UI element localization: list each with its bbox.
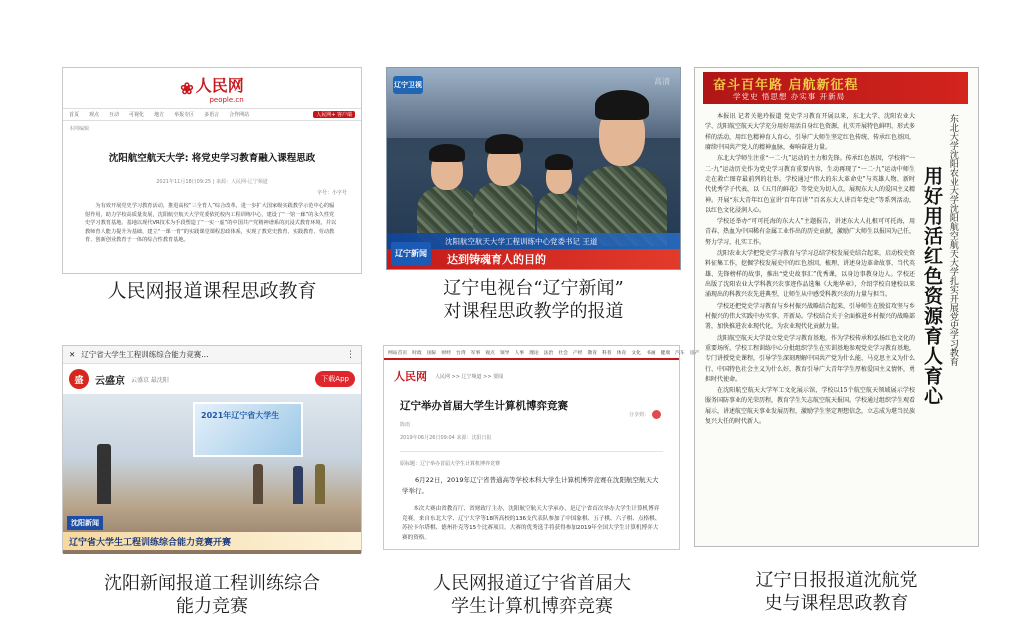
nav-item[interactable]: 体育 (616, 350, 627, 356)
program-tag: 辽宁新闻 (391, 242, 431, 265)
nav-item[interactable]: 科普 (602, 350, 612, 356)
shenyang-news-app-screenshot (62, 345, 362, 553)
nav-item[interactable]: 教育 (587, 350, 598, 356)
nav-item[interactable]: 文化 (631, 350, 641, 356)
nav-item[interactable]: 地方 (154, 112, 165, 118)
banner-main-text: 奋斗百年路 启航新征程 (713, 78, 859, 93)
nav-item[interactable]: 多语言 (204, 112, 220, 118)
nav-item[interactable]: 军事 (470, 350, 481, 356)
nav-item[interactable]: 法治 (543, 350, 554, 356)
logo-text: 人民网 (195, 75, 244, 95)
nav-item[interactable]: 台湾 (456, 350, 466, 356)
tv-news-screenshot (386, 67, 681, 270)
nav-item[interactable]: 人事 (514, 350, 525, 356)
caption-3-line-2: 史与课程思政教育 (764, 592, 909, 614)
paragraph: 沈阳航空航天大学设立党史学习教育基地，作为学校传承和弘扬红色文化的重要场所。学校工程训练中心分批组织学生在实训基地参观党史学习教育基地，专门讲授党史课程，引导学生深刻理解中国共产党为什么能、马克思主义为什么行、中国特色社会主义为什么好，教育引导广大青年学生厚植爱国主义情怀，勇担时代使命。 (705, 334, 916, 383)
breadcrumb: 本网编辑 (69, 126, 90, 132)
logo-subtext: people.cn (209, 95, 244, 104)
person-figure (97, 444, 111, 504)
peoples-daily-article-screenshot (62, 67, 362, 274)
hd-mark: 高清 (654, 77, 670, 86)
article-headline: 辽宁举办首届大学生计算机博弈竞赛 (400, 400, 568, 412)
paragraph: 学校还举办“可可托海的东大人”主题报告，讲述东大人扎根可可托海，用青春、热血为中国稀有金属工业作出的历史贡献，激励广大师生以报国为己任，努力学习、扎实工作。 (705, 218, 916, 246)
article-editor: 陈雨 (400, 422, 411, 428)
article-body: 本次大赛由省教育厅、省财政厅主办，沈阳航空航天大学承办，是辽宁省首次举办大学生计算机博弈竞赛。来自东北大学、辽宁大学等18所高校的136支代表队参加了中国象棋、五子棋、六子棋、点格棋、苏拉卡尔塔棋、德州扑克等15个比赛项目。大赛的优秀选手将获得参加2019年全国大学生计算机博弈大赛的资格。 (402, 506, 661, 541)
video-frame[interactable] (63, 394, 361, 554)
nav-item[interactable]: 理论 (529, 350, 539, 356)
font-size-control[interactable]: 字号：小字号 (316, 190, 347, 196)
window-title-bar (63, 346, 361, 364)
nav-item[interactable]: 财经 (441, 350, 452, 356)
app-bar (63, 364, 361, 394)
app-badge[interactable]: 人民网+ 客户端 (313, 111, 355, 118)
caption-5 (380, 573, 684, 618)
caption-3 (694, 570, 979, 615)
nav-item[interactable]: 书画 (645, 350, 656, 356)
article-headline: 沈阳航空航天大学: 将党史学习教育融入课程思政 (108, 153, 316, 164)
window-title: 辽宁省大学生工程训练综合能力竞赛... (81, 350, 209, 359)
caption-4 (60, 573, 364, 618)
breadcrumb[interactable]: 人民网 >> 辽宁频道 >> 要闻 (435, 373, 504, 380)
site-header (63, 68, 361, 108)
app-slogan: 云盛京 最沈阳 (131, 376, 169, 384)
student-figure (473, 126, 535, 236)
nav-item[interactable]: 国际 (426, 350, 437, 356)
nav-item[interactable]: 房产 (689, 350, 700, 356)
newspaper-banner (703, 72, 968, 104)
backdrop-text: 2021年辽宁省大学生 (201, 411, 280, 420)
newspaper-column (705, 112, 915, 542)
caption-4-line-2: 能力竞赛 (176, 595, 248, 617)
download-app-button[interactable]: 下载App (315, 371, 355, 387)
nav-item[interactable]: 互动 (109, 112, 120, 118)
site-nav (63, 108, 361, 121)
weibo-share-icon[interactable] (652, 410, 661, 419)
nav-item[interactable]: 举报专区 (174, 112, 195, 118)
news-program-bug: 沈阳新闻 (67, 516, 103, 530)
vertical-headline: 用好用活红色资源育人育心 (921, 166, 943, 406)
person-figure (315, 464, 325, 504)
caption-5-line-2: 学生计算机博弈竞赛 (451, 595, 613, 617)
peoples-daily-logo (180, 73, 243, 104)
newspaper-clipping (694, 67, 979, 547)
student-figure (537, 148, 581, 238)
channel-nav (384, 346, 700, 360)
paragraph: 在沈阳航空航天大学军工文化展示馆，学校以15个航空航天领域展示学校服务国防事业的光荣历程，教育学生矢志航空航天报国。学校通过组织学生观看展示，讲述航空航天事业发展历程，激励学生坚定理想信念，立志成为堪当民族复兴大任的时代新人。 (705, 387, 916, 426)
caption-2-line-2: 对课程思政教学的报道 (443, 300, 624, 322)
student-figure (417, 138, 477, 238)
original-title: 原标题：辽宁举办首届大学生计算机博弈竞赛 (400, 461, 501, 467)
peoples-daily-logo[interactable]: 人民网 (394, 370, 427, 383)
more-icon[interactable]: ⋮ (346, 349, 355, 360)
caption-1: 人民网报道课程思政教育 (107, 280, 317, 302)
logo-icon: ❀ (180, 78, 194, 98)
lower-third-caption: 辽宁省大学生工程训练综合能力竞赛开赛 (63, 532, 361, 550)
share-label: 分享到： (628, 412, 649, 418)
share-bar (629, 410, 661, 419)
news-ticker: 沈阳航空航天大学工程训练中心党委书记 王道 (387, 233, 680, 249)
caption-5-line-1: 人民网报道辽宁省首届大 (433, 573, 631, 594)
nav-item[interactable]: 观点 (485, 350, 495, 356)
nav-item[interactable]: 合作网站 (229, 112, 250, 118)
caption-2-line-1: 辽宁电视台“辽宁新闻” (443, 278, 624, 299)
person-figure (253, 464, 263, 504)
student-figure-main (577, 86, 667, 236)
news-title-bar: 达到铸魂育人的目的 (387, 249, 680, 269)
article-source: 2019年06月26日09:04 来源：沈阳日报 (400, 435, 492, 441)
nav-item[interactable]: 时政 (412, 350, 422, 356)
article-lead: 6月22日，2019年辽宁省普通高等学校本科大学生计算机博弈竞赛在沈阳航空航天大学举行。 (402, 476, 659, 496)
backdrop-board (193, 402, 303, 457)
paragraph: 沈阳农业大学把党史学习教育与学习总结学校发展史结合起来，启动校史资料征集工作，挖掘学校发展史中的红色基因，梳理、讲述身边革命故事、当代英雄、先锋榜样的故事，推出“党史故事汇”优秀课，以身边事教身边人。学校还出版了沈阳农业大学科教兴农事迹作品选集《大地华章》，介绍学校自建校以来涌现出的科教兴农先进典型，让师生从中感受科教兴农的力量与担当。 (705, 250, 916, 299)
nav-item[interactable]: 观点 (89, 112, 100, 118)
nav-item[interactable]: 领导 (499, 350, 510, 356)
nav-item[interactable]: 产经 (572, 350, 583, 356)
article-meta: 2021年11月18日09:25 | 来源：人民网-辽宁频道 (156, 179, 268, 185)
nav-item[interactable]: 社会 (558, 350, 568, 356)
paragraph: 本报讯 记者关艳玲报道 党史学习教育开展以来，东北大学、沈阳农业大学、沈阳航空航天大学充分用好用活自身红色资源，扎实开展特色鲜明、形式多样的活动，用红色精神育人育心，引导广大师生坚定红色传统、传承红色基因，赓续中国共产党人的精神血脉，奏响奋进力量。 (705, 113, 916, 151)
caption-4-line-1: 沈阳新闻报道工程训练综合 (104, 573, 320, 594)
nav-item[interactable]: 网站首页 (388, 350, 408, 356)
caption-3-line-1: 辽宁日报报道沈航党 (755, 570, 918, 591)
banner-sub-text: 学党史 悟思想 办实事 开新局 (733, 92, 846, 101)
app-name: 云盛京 (95, 375, 125, 387)
vertical-subtitle: 东北大学沈阳农业大学沈阳航空航天大学扎实开展党史学习教育 (947, 114, 958, 366)
paragraph: 东北大学师生注重“一二·九”运动的主力和先锋。传承红色基因，学校将“一二·九”运动历史作为党史学习教育重要内容，生动再现了“一二·九”运动中师生走在救亡图存最前列的壮举。学校通过“伟大的东大革命史”与英雄人物、新时代优秀学子代表，以《五月的鲜花》等党史为切入点，展现东大人的爱国主义精神。开展“东大青年红色宣讲‘百年百讲’”百名东大人讲百年党史”等系列活动，以红色文化浸润人心。 (705, 155, 916, 214)
article-header (384, 360, 679, 386)
back-icon[interactable]: ✕ (69, 350, 76, 359)
person-figure (293, 466, 303, 504)
nav-item[interactable]: 健康 (660, 350, 671, 356)
caption-2 (386, 278, 681, 323)
peoples-daily-liaoning-article (383, 345, 700, 550)
nav-item[interactable]: 汽车 (675, 350, 685, 356)
station-logo: 辽宁卫视 (393, 76, 423, 94)
nav-item[interactable]: 首页 (69, 112, 80, 118)
nav-item[interactable]: 可视化 (129, 112, 145, 118)
paragraph: 学校还把党史学习教育与乡村振兴战略结合起来，引导师生在脱贫攻坚与乡村振兴的伟大实践中办实事、开新局。学校结合关于全面推进乡村振兴的战略部署，加快推进农业现代化，为农业现代化贡献力量。 (705, 302, 916, 331)
app-logo-icon: 盛 (69, 369, 89, 389)
article-body: 为有效开展党史学习教育活动，推进高校“三全育人”综合改革，进一步扩大国家级实践教学示范中心的辐射作用，助力学校高质量发展，沈阳航空航天大学党委依托校内工程训练中心，建设了“一馆一廊”的永久性党史学习教育基地。基地以现代VR技术为手段塑造了“一实一虚”的中国共产党精神谱系的沉浸式教育环境，并以教师育人能力提升为基础，建立“一课一育”的实践课堂课程思政体系，实现了教党史教育、实践教育、劳动教育、创新创业教育于一体的综合性教育基地。 (85, 203, 337, 244)
